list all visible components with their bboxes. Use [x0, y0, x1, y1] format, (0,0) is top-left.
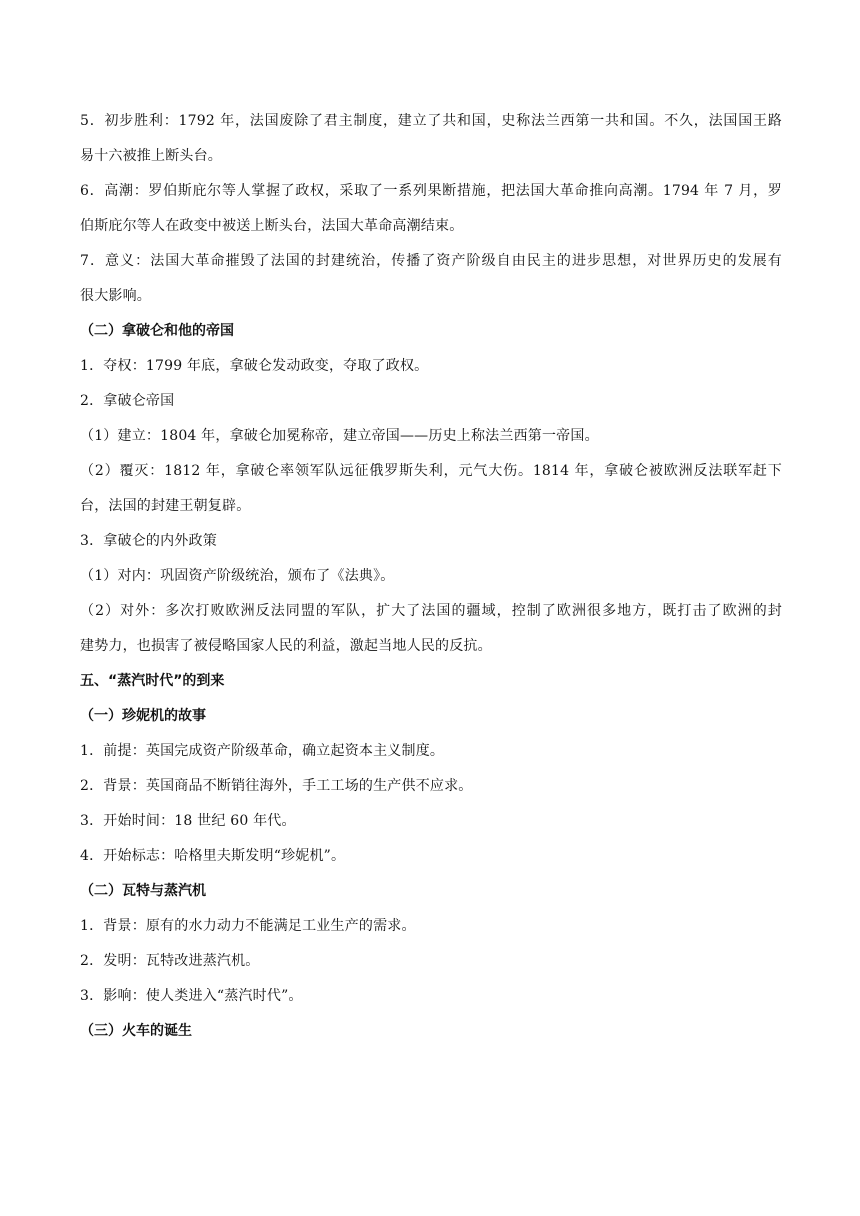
text-line: 5．初步胜利：1792 年，法国废除了君主制度，建立了共和国，史称法兰西第一共和国。不久，法国国王路 — [80, 113, 782, 129]
paragraph — [80, 734, 782, 769]
paragraph — [80, 979, 782, 1014]
text-line: 伯斯庇尔等人在政变中被送上断头台，法国大革命高潮结束。 — [80, 218, 464, 234]
text-line: 1．夺权：1799 年底，拿破仑发动政变，夺取了政权。 — [80, 358, 429, 374]
section-heading: （二）瓦特与蒸汽机 — [80, 883, 206, 899]
text-line: 7．意义：法国大革命摧毁了法国的封建统治，传播了资产阶级自由民主的进步思想，对世界历史的发展有 — [80, 253, 782, 269]
paragraph — [80, 594, 782, 664]
section-heading: 五、“蒸汽时代”的到来 — [80, 673, 225, 689]
text-line: 建势力，也损害了被侵略国家人民的利益，激起当地人民的反抗。 — [80, 638, 492, 654]
text-line: 易十六被推上断头台。 — [80, 148, 222, 164]
section-heading: （二）拿破仑和他的帝国 — [80, 323, 234, 339]
text-line: 4．开始标志：哈格里夫斯发明“珍妮机”。 — [80, 848, 346, 864]
paragraph — [80, 244, 782, 314]
text-line: 3．影响：使人类进入“蒸汽时代”。 — [80, 988, 303, 1004]
text-line: （2）覆灭：1812 年，拿破仑率领军队远征俄罗斯失利，元气大伤。1814 年，拿破仑被欧洲反法联军赶下 — [80, 463, 782, 479]
document-page — [80, 104, 782, 1049]
text-line: 台，法国的封建王朝复辟。 — [80, 498, 251, 514]
text-line: 3．拿破仑的内外政策 — [80, 533, 217, 549]
paragraph — [80, 944, 782, 979]
paragraph — [80, 104, 782, 174]
text-line: （1）建立：1804 年，拿破仑加冕称帝，建立帝国——历史上称法兰西第一帝国。 — [80, 428, 599, 444]
text-line: 1．前提：英国完成资产阶级革命，确立起资本主义制度。 — [80, 743, 445, 759]
paragraph — [80, 909, 782, 944]
text-line: 2．背景：英国商品不断销往海外，手工工场的生产供不应求。 — [80, 778, 473, 794]
paragraph — [80, 524, 782, 559]
section-heading: （一）珍妮机的故事 — [80, 708, 206, 724]
paragraph — [80, 804, 782, 839]
paragraph — [80, 384, 782, 419]
text-line: 1．背景：原有的水力动力不能满足工业生产的需求。 — [80, 918, 416, 934]
text-line: （1）对内：巩固资产阶级统治，颁布了《法典》。 — [80, 568, 395, 584]
paragraph — [80, 559, 782, 594]
section-heading: （三）火车的诞生 — [80, 1023, 192, 1039]
text-line: 2．发明：瓦特改进蒸汽机。 — [80, 953, 260, 969]
text-line: 2．拿破仑帝国 — [80, 393, 175, 409]
paragraph — [80, 454, 782, 524]
paragraph — [80, 174, 782, 244]
paragraph — [80, 839, 782, 874]
text-line: （2）对外：多次打败欧洲反法同盟的军队，扩大了法国的疆域，控制了欧洲很多地方，既打击了欧洲的封 — [80, 603, 782, 619]
paragraph — [80, 349, 782, 384]
text-line: 3．开始时间：18 世纪 60 年代。 — [80, 813, 296, 829]
text-line: 6．高潮：罗伯斯庇尔等人掌握了政权，采取了一系列果断措施，把法国大革命推向高潮。1794 年 7 月，罗 — [80, 183, 782, 199]
text-line: 很大影响。 — [80, 288, 151, 304]
paragraph — [80, 769, 782, 804]
paragraph — [80, 419, 782, 454]
